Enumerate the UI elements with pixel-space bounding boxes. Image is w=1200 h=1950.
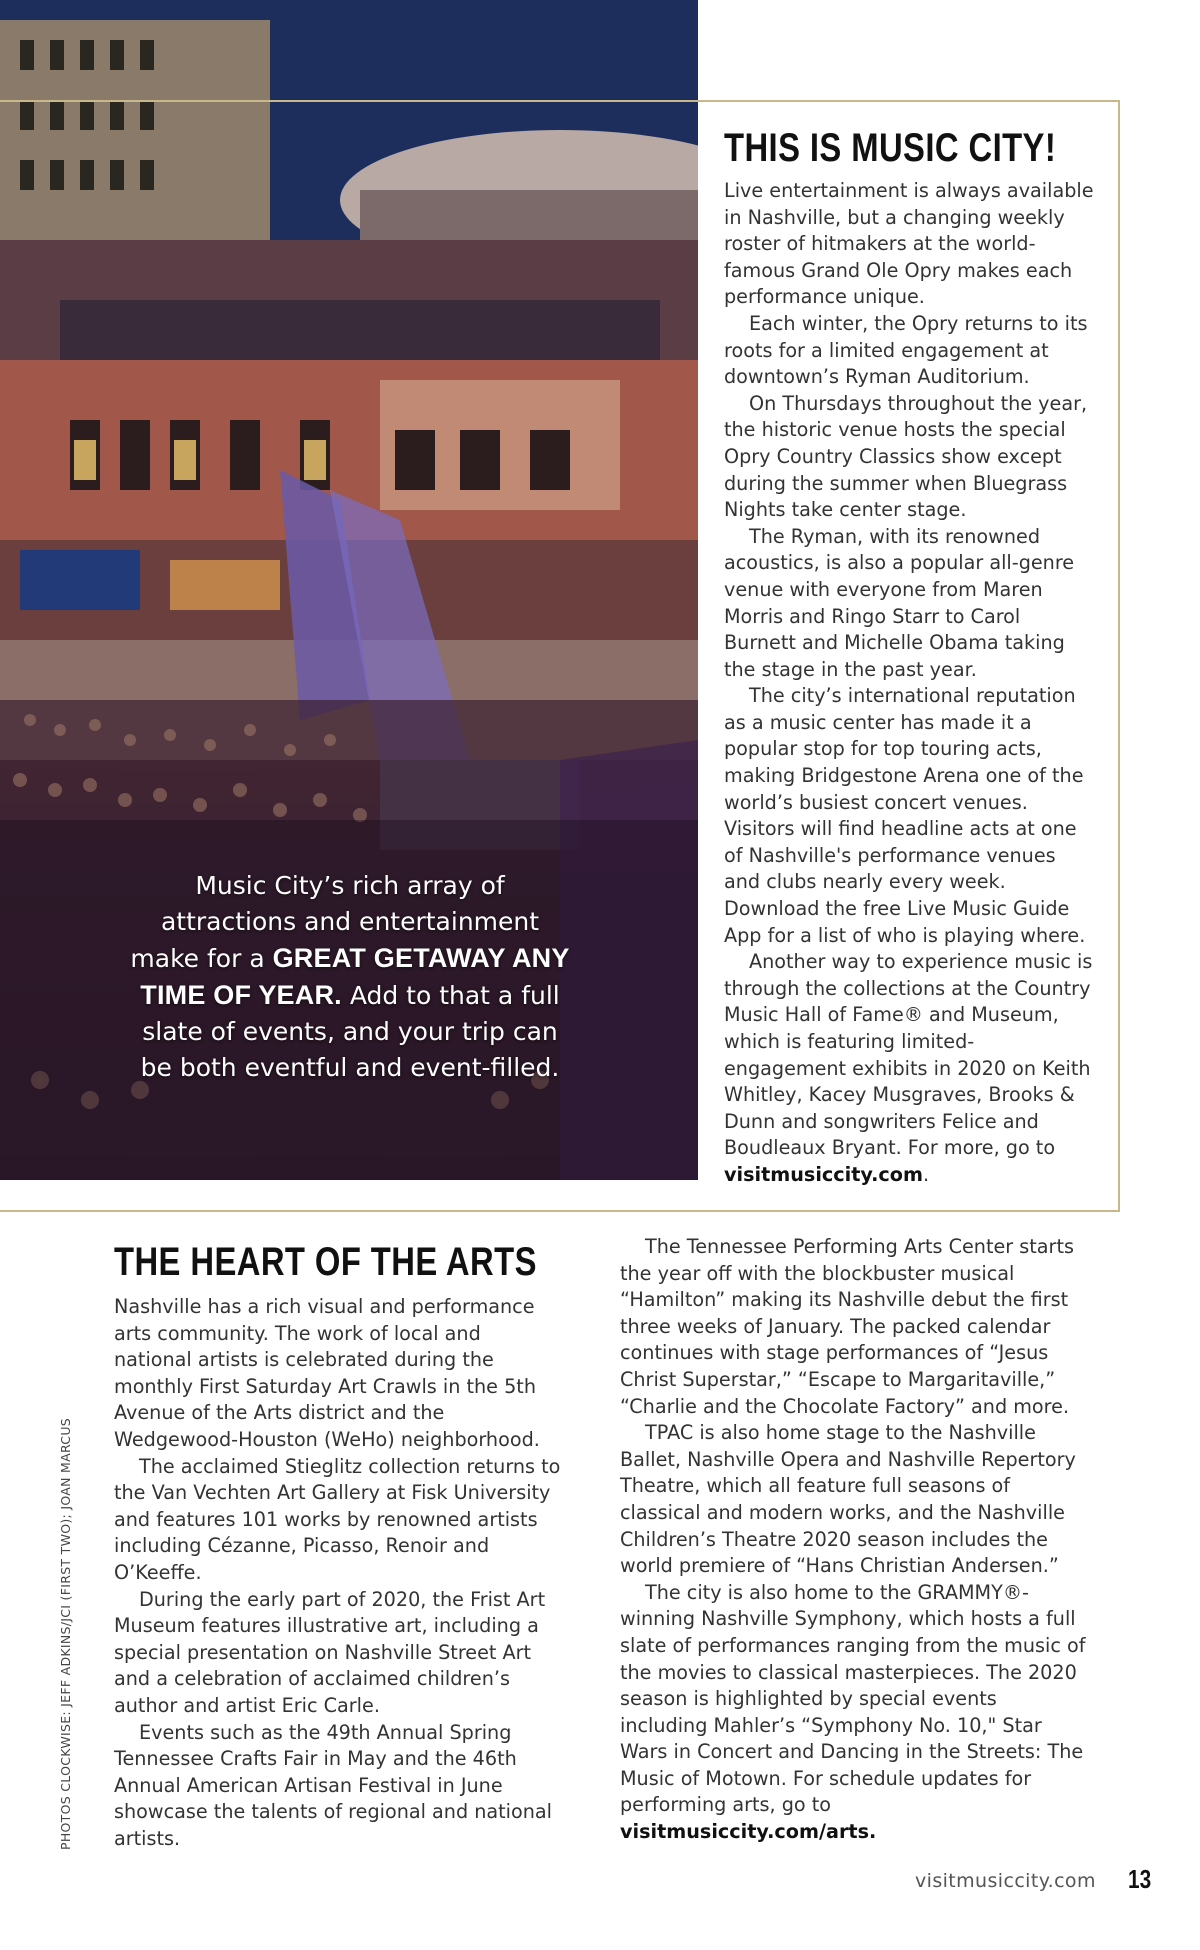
music-city-paragraph: The city’s international reputation as a music center has made it a popular stop for top touring acts, making Bridgestone Arena one of the world’s busiest concert venues. Visitors will find headline acts at one of Nashville's performance venues and clubs nearly every week. Download the free Live Music Guide App for a list of who is playing where. [724,684,1086,947]
arts-heading: THE HEART OF THE ARTS [114,1240,537,1284]
arts-last-text: The city is also home to the GRAMMY®-winning Nashville Symphony, which hosts a full slate of performances ranging from the music of the movies to classical masterpieces. The 2020 season is highlighted by special events including Mahler’s “Symphony No. 10," Star Wars in Concert and Dancing in the Streets: The Music of Motown. For schedule updates for performing arts, go to [620,1580,1086,1817]
page-number: 13 [1128,1864,1152,1894]
caption-text-1: Music City’s rich array of attractions and entertainment make for a [130,871,540,973]
caption-text-2: Add to that a full slate of events, and your trip can be both eventful and event-filled. [140,981,560,1082]
arts-paragraph-last [620,1580,1090,1846]
arts-left-column [114,1294,564,1852]
arts-paragraph: TPAC is also home stage to the Nashville Ballet, Nashville Opera and Nashville Repertory Theatre, which all feature full seasons of classical and modern works, and the Nashville Children’s Theatre 2020 season includes the world premiere of “Hans Christian Andersen.” [620,1421,1076,1578]
music-city-last-text: Another way to experience music is through the collections at the Country Music Hall of Fame® and Museum, which is featuring limited-engagement exhibits in 2020 on Keith Whitley, Kacey Musgraves, Brooks & Dunn and songwriters Felice and Boudleaux Bryant. For more, go to [724,950,1093,1160]
footer-url[interactable]: visitmusiccity.com [915,1870,1096,1892]
visitmusiccity-link[interactable]: visitmusiccity.com [724,1162,923,1186]
concert-photo [0,0,698,1180]
photo-caption [125,868,575,1086]
music-city-paragraph-last [724,949,1094,1188]
arts-paragraph: The acclaimed Stieglitz collection returns to the Van Vechten Art Gallery at Fisk University and features 101 works by renowned artists including Cézanne, Picasso, Renoir and O’Keeffe. [114,1454,561,1584]
music-city-body [724,178,1094,1189]
frame-rule-right [1118,100,1120,1210]
music-city-period: . [923,1162,930,1186]
music-city-paragraph: Each winter, the Opry returns to its roots for a limited engagement at downtown’s Ryman Auditorium. [724,311,1088,389]
music-city-paragraph: The Ryman, with its renowned acoustics, is also a popular all-genre venue with everyone from Maren Morris and Ringo Starr to Carol Burnett and Michelle Obama taking the stage in the past year. [724,524,1075,681]
arts-paragraph: Nashville has a rich visual and performance arts community. The work of local and national artists is celebrated during the monthly First Saturday Art Crawls in the 5th Avenue of the Arts district and the Wedgewood-Houston (WeHo) neighborhood. [114,1295,540,1451]
music-city-paragraph: Live entertainment is always available in Nashville, but a changing weekly roster of hitmakers at the world-famous Grand Ole Opry makes each performance unique. [724,179,1094,309]
music-city-paragraph: On Thursdays throughout the year, the historic venue hosts the special Opry Country Classics show except during the summer when Bluegrass Nights take center stage. [724,391,1088,522]
frame-rule-bottom [0,1210,1120,1212]
music-city-heading: THIS IS MUSIC CITY! [724,126,1057,170]
photo-credit: PHOTOS CLOCKWISE: JEFF ADKINS/JCI (FIRST TWO); JOAN MARCUS [58,1417,73,1850]
frame-rule-top [0,100,1120,102]
arts-paragraph: Events such as the 49th Annual Spring Tennessee Crafts Fair in May and the 46th Annual American Artisan Festival in June showcase the talents of regional and national artists. [114,1720,553,1850]
arts-paragraph: During the early part of 2020, the Frist Art Museum features illustrative art, including a special presentation on Nashville Street Art and a celebration of acclaimed children’s author and artist Eric Carle. [114,1587,546,1717]
caption-emphasis: GREAT GETAWAY ANY TIME OF YEAR. [140,943,570,1010]
arts-right-column [620,1234,1090,1846]
arts-paragraph: The Tennessee Performing Arts Center starts the year off with the blockbuster musical “Hamilton” making its Nashville debut the first three weeks of January. The packed calendar continues with stage performances of “Jesus Christ Superstar,” “Escape to Margaritaville,” “Charlie and the Chocolate Factory” and more. [620,1235,1074,1418]
visitmusiccity-arts-link[interactable]: visitmusiccity.com/arts. [620,1820,877,1844]
